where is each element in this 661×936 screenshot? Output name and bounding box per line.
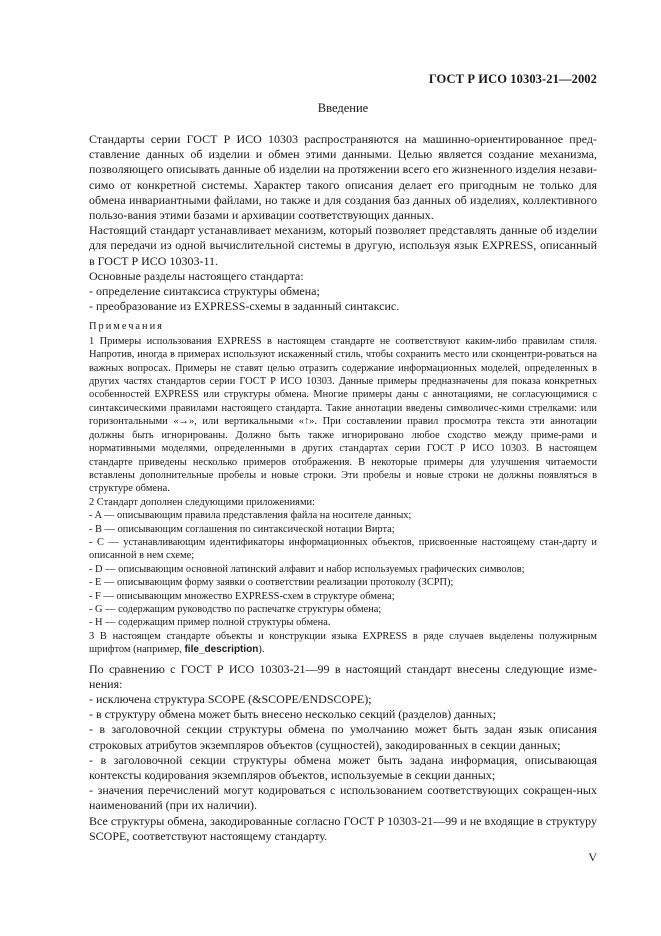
note-3-text: 3 В настоящем стандарте объекты и конструкции языка EXPRESS в ряде случаев выделены полужирным шрифтом (например, (89, 630, 597, 656)
change-item-3: - в заголовочной секции структуры обмена по умолчанию может быть задан язык описания строковых атрибутов экземпляров объектов (сущностей), закодированных в секции данных; (89, 722, 597, 752)
changes-closing: Все структуры обмена, закодированные согласно ГОСТ Р 10303-21—99 и не входящие в структуру SCOPE, соответствуют настоящему стандарту. (89, 813, 597, 843)
annex-item-h: - H — содержащим пример полной структуры обмена. (89, 617, 331, 629)
intro-paragraph-1-text: Стандарты серии ГОСТ Р ИСО 10303 распространяются на машинно-ориентированное пред-ставление данных об изделии и обмен этими данными. Целью является создание механизма, позволяющего описывать данные об изделии на протяжении всего его жизненного изделия незави-симо от конкретной системы. Характер такого описания делает его пригодным не только для обмена инвариантными файлами, но также и для создания баз данных об изделиях, коллективного пользо-вания этими базами и архивации соответствующих данных. (89, 132, 597, 223)
annex-item-a: - A — описывающим правила представления файла на носителе данных; (89, 510, 412, 522)
annex-item-c: - C — устанавливающим идентификаторы информационных объектов, присвоенные настоящему стан-дарту и описанной в нем схеме; (89, 536, 597, 562)
annex-item-f: - F — описывающим множество EXPRESS-схем в структуре обмена; (89, 590, 395, 602)
section-item-2: - преобразование из EXPRESS-схемы в заданный синтаксис. (89, 299, 400, 314)
section-title: Введение (317, 101, 369, 115)
intro-paragraph-2: Настоящий стандарт устанавливает механизм, который позволяет представлять данные об изделии для передачи из одной вычислительной системы в другую, используя язык EXPRESS, описанный в ГОСТ Р ИСО 10303-11. (89, 223, 597, 268)
intro-paragraph-3: Основные разделы настоящего стандарта: (89, 268, 304, 283)
page-number: V (588, 850, 597, 864)
annex-item-d: - D — описывающим основной латинский алфавит и набор используемых графических символов; (89, 563, 525, 575)
notes-block (89, 320, 597, 656)
section-item-1: - определение синтаксиса структуры обмена; (89, 284, 320, 299)
change-item-1: - исключена структура SCOPE (&SCOPE/ENDSCOPE); (89, 692, 372, 706)
note-3-example: file_description (184, 644, 259, 656)
standard-code-header: ГОСТ Р ИСО 10303-21—2002 (428, 72, 597, 86)
intro-paragraph-1 (89, 132, 597, 223)
note-3 (89, 630, 597, 657)
change-item-5: - значения перечислений могут кодироваться с использованием соответствующих сокращен-ных наименований (при их наличии). (89, 783, 597, 813)
note-2-intro: 2 Стандарт дополнен следующими приложениями: (89, 496, 315, 508)
notes-title: Примечания (89, 321, 164, 333)
note-1: 1 Примеры использования EXPRESS в настоящем стандарте не соответствуют каким-либо правилам стиля. Напротив, иногда в примерах используют искаженный стиль, чтобы сохранить место или сконцентри-роваться на важных вопросах. Примеры не ставят целью отразить содержание информационных моделей, определенных в других частях стандартов серии ГОСТ Р ИСО 10303. Данные примеры предназначены для показа конкретных особенностей EXPRESS или структуры обмена. Многие примеры даны с аннотациями, не согласующимися с синтаксическими правилами настоящего стандарта. Такие аннотации введены символичес-кими стрелками: или горизонтальными «→», или вертикальными «↑». При составлении правил просмотра текста эти аннотации должны быть игнорированы. Должно быть также игнорировано любое сходство между приме-рами и нормативными моделями, определенными в других стандартах серии ГОСТ Р ИСО 10303. В настоящем стандарте приведены несколько примеров отображения. В некоторые примеры для улучшения читаемости вставлены дополнительные пробелы и новые строки. Эти пробелы и новые строки не должны появляться в структуре обмена. (89, 335, 597, 495)
annex-item-b: - B — описывающим соглашения по синтаксической нотации Вирта; (89, 523, 395, 535)
changes-intro: По сравнению с ГОСТ Р ИСО 10303-21—99 в настоящий стандарт внесены следующие изме-нения: (89, 661, 597, 691)
annex-item-e: - E — описывающим форму заявки о соответствии реализации протоколу (ЗСРП); (89, 577, 454, 589)
change-item-4: - в заголовочной секции структуры обмена может быть задана информация, описывающая контексты кодирования экземпляров объектов, используемые в секции данных; (89, 752, 597, 783)
annex-item-g: - G — содержащим руководство по распечатке структуры обмена; (89, 603, 382, 615)
change-item-2: - в структуру обмена может быть внесено несколько секций (разделов) данных; (89, 707, 496, 722)
note-3-end: ). (258, 644, 265, 656)
